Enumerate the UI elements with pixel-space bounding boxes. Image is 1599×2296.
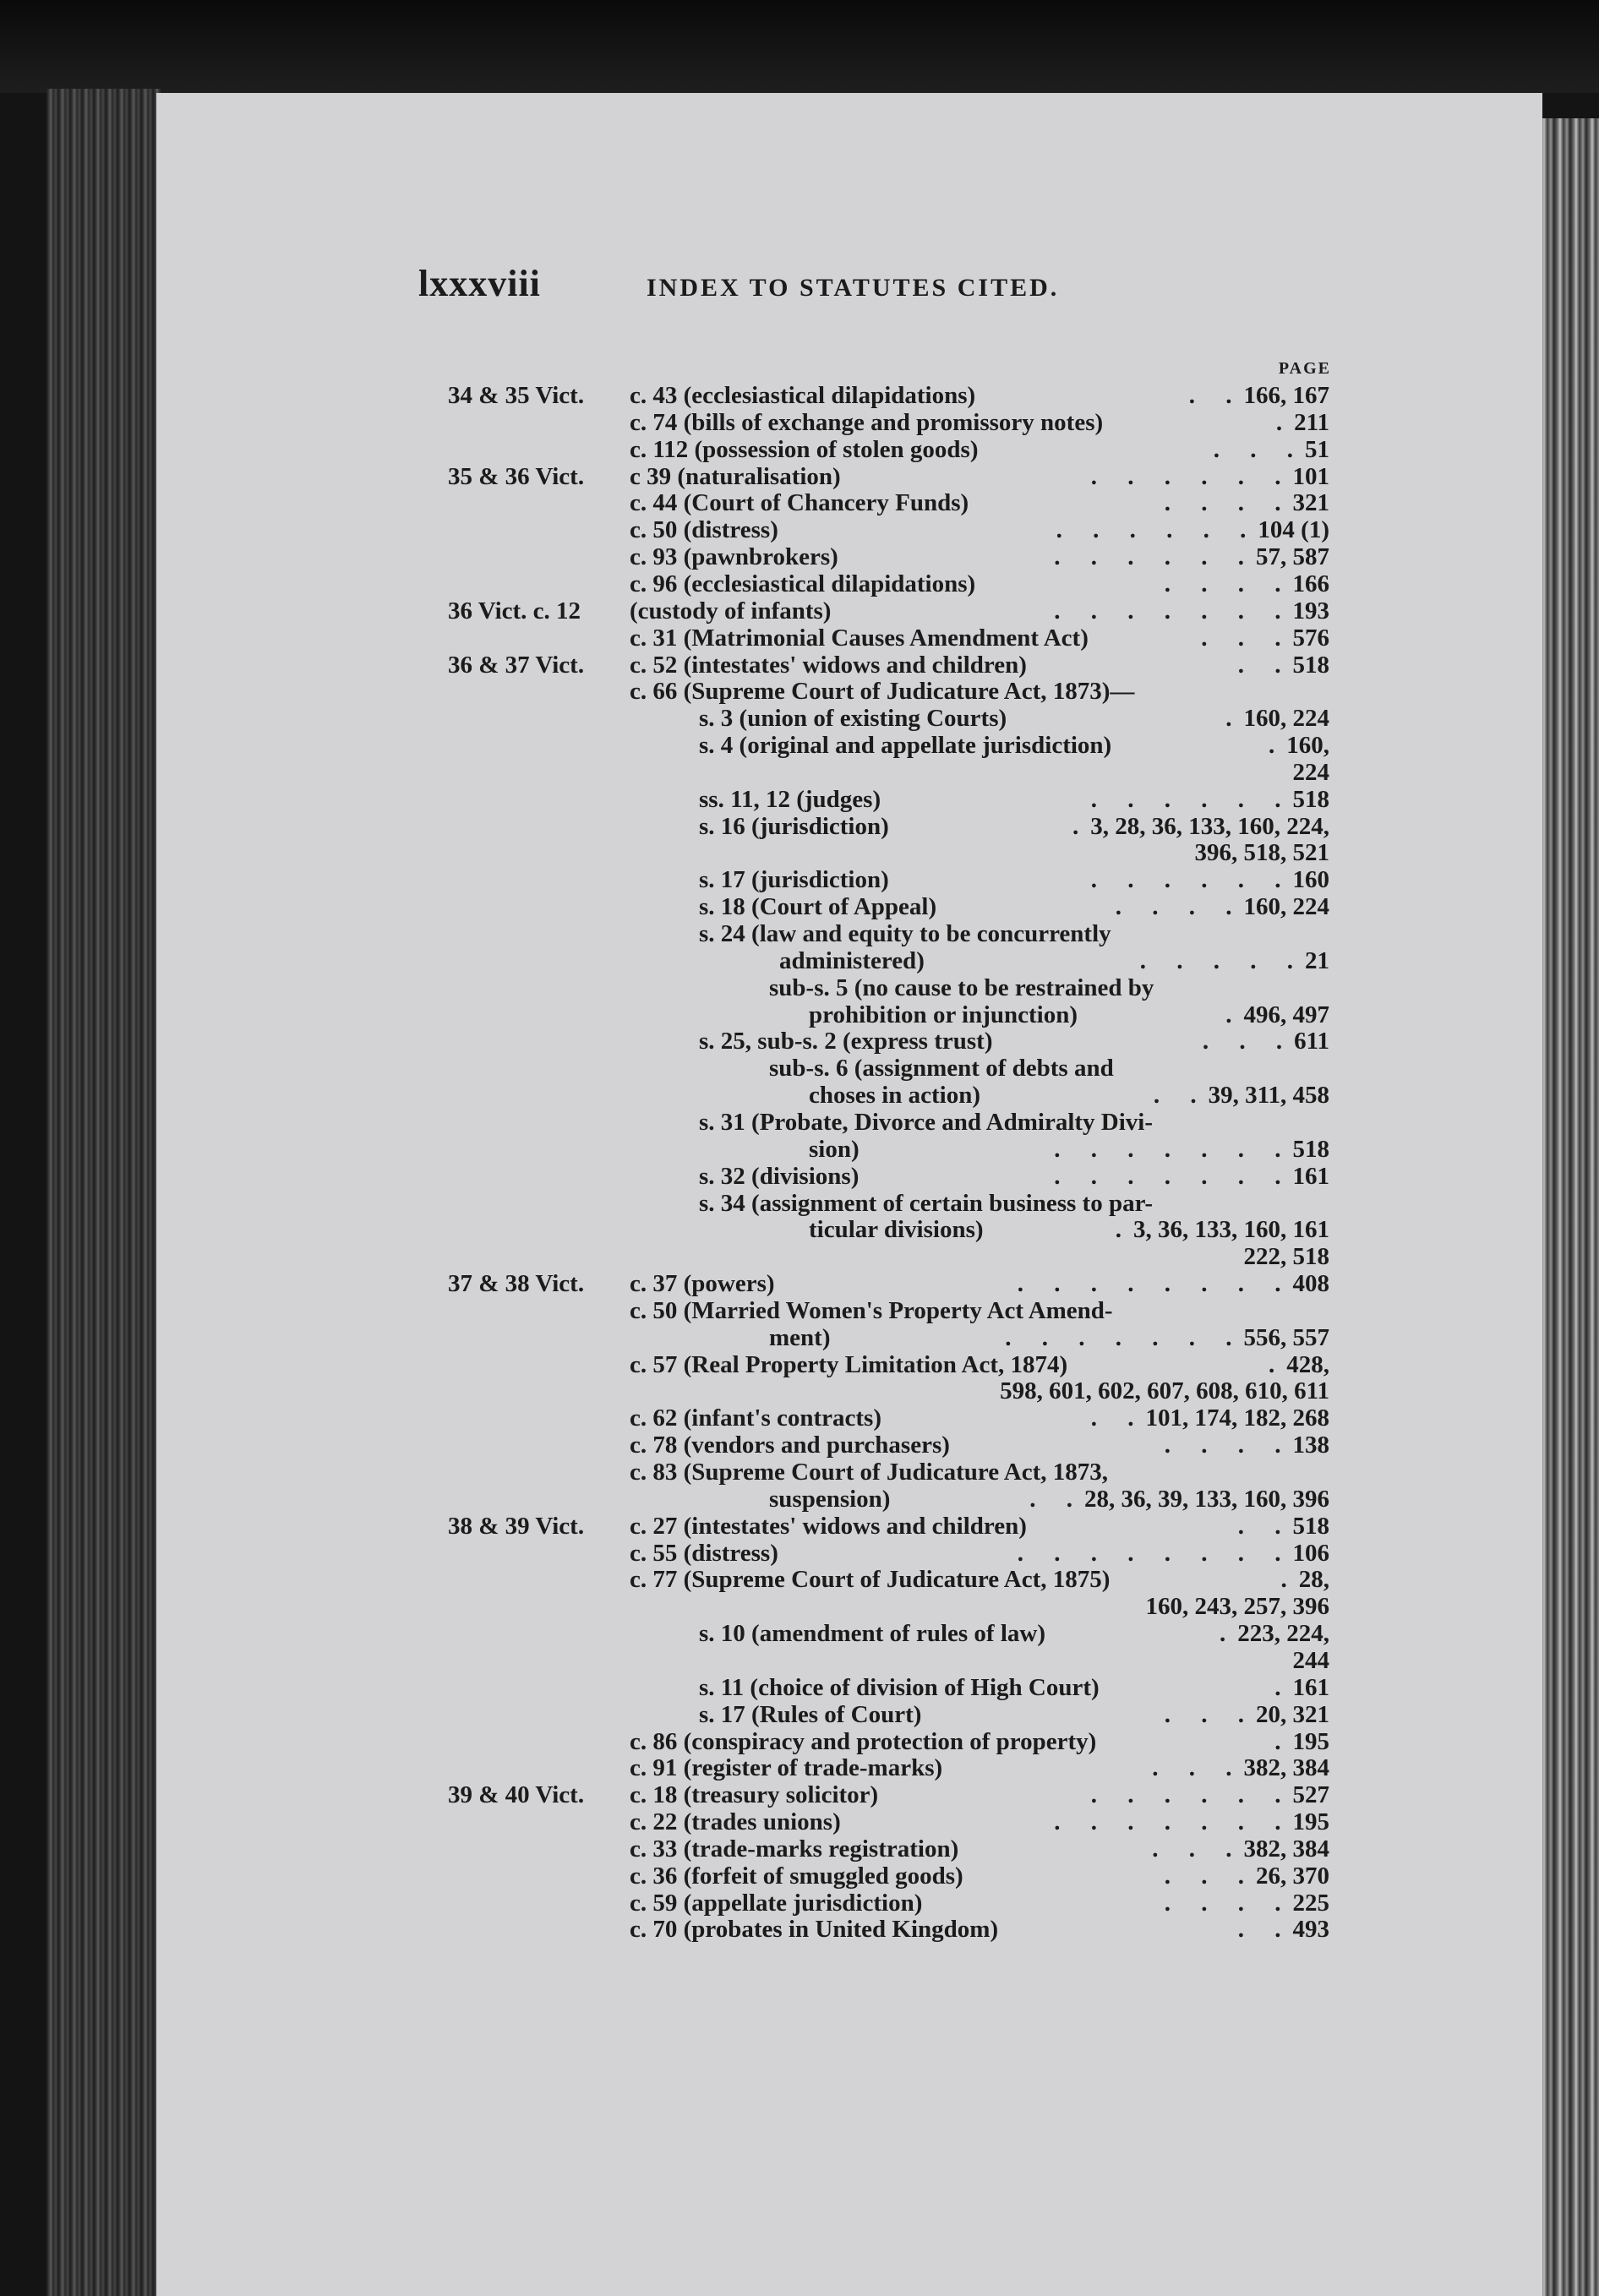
page-reference: 160, 224 <box>1243 893 1329 921</box>
index-entry <box>0 1297 1329 1324</box>
index-entry <box>0 732 1329 759</box>
index-entry <box>0 1566 1329 1593</box>
leader-dots: . . <box>1237 1916 1281 1944</box>
page-reference: 396, 518, 521 <box>1194 839 1329 867</box>
entry-text: c. 70 (probates in United Kingdom) <box>630 1916 999 1944</box>
index-entry <box>0 1674 1329 1701</box>
page-reference: 598, 601, 602, 607, 608, 610, 611 <box>1000 1377 1329 1405</box>
page-reference: 428, <box>1286 1350 1329 1378</box>
index-entry <box>0 1890 1329 1917</box>
index-entry <box>0 570 1329 597</box>
statute-regnal-year: 36 Vict. c. 12 <box>448 597 581 624</box>
page-reference: 101 <box>1292 462 1329 490</box>
page-reference: 244 <box>1292 1646 1329 1674</box>
index-entry <box>0 1001 1329 1028</box>
entry-text: s. 3 (union of existing Courts) <box>699 705 1007 733</box>
leader-dots: . . <box>1153 1082 1197 1110</box>
page-reference: 493 <box>1292 1916 1329 1944</box>
index-entry <box>0 463 1329 490</box>
index-entry <box>0 1620 1329 1647</box>
leader-dots: . <box>1225 705 1232 733</box>
leader-dots: . . . <box>1164 1862 1244 1890</box>
page-reference: 223, 224, <box>1237 1620 1329 1648</box>
leader-dots: . . <box>1237 651 1281 679</box>
index-entry <box>0 1216 1329 1243</box>
entry-text: administered) <box>779 946 925 974</box>
index-entry <box>0 1190 1329 1217</box>
leader-dots: . <box>1274 1727 1281 1755</box>
entry-text: c. 62 (infant's contracts) <box>630 1404 882 1432</box>
entry-text: s. 17 (Rules of Court) <box>699 1700 922 1728</box>
page-reference: 104 (1) <box>1258 516 1329 544</box>
entry-text: s. 4 (original and appellate jurisdiction) <box>699 732 1112 760</box>
page-reference: 195 <box>1292 1808 1329 1836</box>
leader-dots: . . . . <box>1164 570 1281 597</box>
entry-text: c. 112 (possession of stolen goods) <box>630 435 979 463</box>
index-entry <box>0 1136 1329 1163</box>
top-shadow <box>0 0 1599 93</box>
page-reference: 51 <box>1305 435 1329 463</box>
page-reference: 160, 243, 257, 396 <box>1145 1593 1329 1621</box>
page-reference: 3, 36, 133, 160, 161 <box>1133 1216 1329 1244</box>
entry-text: c. 22 (trades unions) <box>630 1808 841 1836</box>
page-reference: 518 <box>1292 651 1329 679</box>
entry-text: c. 91 (register of trade-marks) <box>630 1754 943 1782</box>
index-entry <box>0 1513 1329 1540</box>
leader-dots: . <box>1115 1216 1121 1244</box>
entry-text: sub-s. 6 (assignment of debts and <box>769 1055 1114 1083</box>
entry-text: c. 52 (intestates' widows and children) <box>630 651 1027 679</box>
index-entry <box>0 516 1329 543</box>
page-reference: 222, 518 <box>1243 1243 1329 1271</box>
page-reference: 101, 174, 182, 268 <box>1145 1404 1329 1432</box>
page-reference: 161 <box>1292 1162 1329 1190</box>
entry-text: c. 77 (Supreme Court of Judicature Act, 1875) <box>630 1566 1111 1594</box>
leader-dots: . . . . . <box>1139 946 1293 974</box>
page-reference: 576 <box>1292 624 1329 652</box>
index-entry <box>0 1916 1329 1943</box>
entry-text: c. 36 (forfeit of smuggled goods) <box>630 1862 963 1890</box>
index-entry <box>0 786 1329 813</box>
index-entry <box>0 382 1329 409</box>
entry-text: c. 18 (treasury solicitor) <box>630 1781 879 1809</box>
index-entry <box>0 1728 1329 1755</box>
page-reference: 21 <box>1305 946 1329 974</box>
entry-text: s. 25, sub-s. 2 (express trust) <box>699 1028 993 1055</box>
page-reference: 518 <box>1292 1512 1329 1540</box>
leader-dots: . . . . . . . <box>1005 1323 1232 1351</box>
entry-text: c 39 (naturalisation) <box>630 462 841 490</box>
index-entry <box>0 1835 1329 1862</box>
index-entry <box>0 436 1329 463</box>
leader-dots: . . . . . . <box>1054 543 1244 571</box>
page-reference: 106 <box>1292 1539 1329 1567</box>
index-entry <box>0 1028 1329 1055</box>
leader-dots: . . <box>1090 1404 1134 1432</box>
page-column-heading: PAGE <box>1278 359 1331 378</box>
page-reference: 195 <box>1292 1727 1329 1755</box>
leader-dots: . . . <box>1164 1700 1244 1728</box>
entry-text: suspension) <box>769 1485 891 1513</box>
index-entry <box>0 543 1329 570</box>
entry-text: c. 93 (pawnbrokers) <box>630 543 838 571</box>
page-reference: 225 <box>1292 1889 1329 1917</box>
statute-regnal-year: 38 & 39 Vict. <box>448 1512 585 1540</box>
index-entry <box>0 813 1329 840</box>
index-entry <box>0 1109 1329 1136</box>
leader-dots: . . . . . . <box>1056 516 1247 544</box>
leader-dots: . . . . . . <box>1090 866 1281 894</box>
entry-text: c. 86 (conspiracy and protection of property) <box>630 1727 1097 1755</box>
entry-text: s. 17 (jurisdiction) <box>699 866 889 894</box>
index-entry <box>0 1540 1329 1567</box>
index-entry <box>0 705 1329 732</box>
page-reference: 224 <box>1292 758 1329 786</box>
entry-text: c. 66 (Supreme Court of Judicature Act, 1873)— <box>630 678 1135 706</box>
statute-regnal-year: 39 & 40 Vict. <box>448 1781 585 1809</box>
leader-dots: . <box>1220 1620 1226 1648</box>
entry-text: c. 50 (Married Women's Property Act Amend- <box>630 1296 1113 1324</box>
index-entry <box>0 1486 1329 1513</box>
leader-dots: . . . . . . . <box>1054 597 1281 624</box>
leader-dots: . . <box>1237 1512 1281 1540</box>
index-entry <box>0 974 1329 1001</box>
index-entry <box>0 1593 1329 1620</box>
page-reference: 39, 311, 458 <box>1208 1082 1329 1110</box>
index-entry <box>0 1404 1329 1432</box>
leader-dots: . <box>1072 812 1079 840</box>
index-entry <box>0 839 1329 866</box>
entry-text: prohibition or injunction) <box>809 1001 1078 1028</box>
entry-text: choses in action) <box>809 1082 980 1110</box>
entry-text: s. 10 (amendment of rules of law) <box>699 1620 1045 1648</box>
index-entry <box>0 489 1329 516</box>
index-entry <box>0 1270 1329 1297</box>
running-title: INDEX TO STATUTES CITED. <box>647 274 1060 302</box>
leader-dots: . . . . <box>1164 1889 1281 1917</box>
page-reference: 166 <box>1292 570 1329 597</box>
page-reference: 166, 167 <box>1243 382 1329 409</box>
page-reference: 160 <box>1292 866 1329 894</box>
statute-regnal-year: 36 & 37 Vict. <box>448 651 585 679</box>
index-entry <box>0 678 1329 705</box>
page-reference: 611 <box>1294 1028 1329 1055</box>
page-reference: 556, 557 <box>1243 1323 1329 1351</box>
leader-dots: . <box>1269 732 1275 760</box>
index-entry <box>0 1324 1329 1351</box>
leader-dots: . . <box>1188 382 1232 409</box>
entry-text: s. 34 (assignment of certain business to par- <box>699 1189 1154 1217</box>
entry-text: s. 31 (Probate, Divorce and Admiralty Divi- <box>699 1108 1153 1136</box>
index-entry <box>0 1647 1329 1674</box>
page-reference: 26, 370 <box>1256 1862 1329 1890</box>
right-page-edges <box>1538 118 1599 2296</box>
leader-dots: . <box>1280 1566 1287 1594</box>
entry-text: s. 11 (choice of division of High Court) <box>699 1673 1100 1701</box>
index-entry <box>0 1701 1329 1728</box>
leader-dots: . . . . <box>1115 893 1232 921</box>
entry-text: c. 83 (Supreme Court of Judicature Act, 1873, <box>630 1459 1108 1486</box>
leader-dots: . . . . . . . <box>1054 1135 1281 1163</box>
index-entry <box>0 1808 1329 1835</box>
running-head <box>418 262 1060 305</box>
index-entry <box>0 1432 1329 1459</box>
index-entry <box>0 1055 1329 1082</box>
index-entry <box>0 759 1329 786</box>
entry-text: c. 78 (vendors and purchasers) <box>630 1432 950 1459</box>
leader-dots: . . . . <box>1164 1432 1281 1459</box>
index-entry <box>0 1351 1329 1378</box>
page-number: lxxxviii <box>418 263 541 304</box>
page-reference: 161 <box>1292 1673 1329 1701</box>
page-reference: 321 <box>1292 489 1329 517</box>
leader-dots: . . . <box>1201 624 1281 652</box>
entry-text: c. 44 (Court of Chancery Funds) <box>630 489 969 517</box>
leader-dots: . <box>1275 408 1283 436</box>
index-entry <box>0 624 1329 652</box>
entry-text: c. 50 (distress) <box>630 516 778 544</box>
index-entry <box>0 1163 1329 1190</box>
leader-dots: . . . . . . <box>1090 1781 1281 1809</box>
entry-text: c. 57 (Real Property Limitation Act, 1874) <box>630 1350 1068 1378</box>
page-reference: 160, <box>1286 732 1329 760</box>
entry-text: c. 59 (appellate jurisdiction) <box>630 1889 923 1917</box>
leader-dots: . . . <box>1152 1754 1232 1782</box>
index-entry <box>0 1377 1329 1404</box>
entry-text: ment) <box>769 1323 831 1351</box>
entry-text: (custody of infants) <box>630 597 832 624</box>
entry-text: c. 55 (distress) <box>630 1539 778 1567</box>
page-reference: 518 <box>1292 1135 1329 1163</box>
statute-regnal-year: 37 & 38 Vict. <box>448 1270 585 1298</box>
entry-text: s. 32 (divisions) <box>699 1162 860 1190</box>
leader-dots: . . . <box>1202 1028 1283 1055</box>
entry-text: ss. 11, 12 (judges) <box>699 785 881 813</box>
page-reference: 3, 28, 36, 133, 160, 224, <box>1090 812 1329 840</box>
entry-text: c. 43 (ecclesiastical dilapidations) <box>630 382 976 409</box>
entry-text: sion) <box>809 1135 860 1163</box>
entry-text: s. 18 (Court of Appeal) <box>699 893 937 921</box>
index-entry <box>0 1243 1329 1270</box>
leader-dots: . . . . . . <box>1090 462 1281 490</box>
index-entry <box>0 1082 1329 1109</box>
leader-dots: . . . . . . . . <box>1017 1539 1281 1567</box>
page-reference: 28, 36, 39, 133, 160, 396 <box>1084 1485 1329 1513</box>
entry-text: s. 16 (jurisdiction) <box>699 812 889 840</box>
statute-regnal-year: 34 & 35 Vict. <box>448 382 585 409</box>
page-reference: 382, 384 <box>1243 1754 1329 1782</box>
page-reference: 527 <box>1292 1781 1329 1809</box>
entry-text: c. 96 (ecclesiastical dilapidations) <box>630 570 976 597</box>
page-reference: 57, 587 <box>1256 543 1329 571</box>
entry-text: c. 74 (bills of exchange and promissory notes) <box>630 408 1104 436</box>
entry-text: ticular divisions) <box>809 1216 984 1244</box>
leader-dots: . . . . . . . . <box>1017 1270 1281 1298</box>
leader-dots: . <box>1269 1350 1275 1378</box>
index-entry <box>0 1781 1329 1808</box>
page-reference: 20, 321 <box>1256 1700 1329 1728</box>
index-entry <box>0 1459 1329 1486</box>
leader-dots: . . . . . . . <box>1054 1808 1281 1836</box>
entry-text: c. 37 (powers) <box>630 1270 775 1298</box>
entry-text: c. 27 (intestates' widows and children) <box>630 1512 1027 1540</box>
leader-dots: . . . . . . . <box>1054 1162 1281 1190</box>
leader-dots: . . . <box>1152 1835 1232 1862</box>
page-reference: 518 <box>1292 785 1329 813</box>
entry-text: sub-s. 5 (no cause to be restrained by <box>769 973 1154 1001</box>
page-reference: 382, 384 <box>1243 1835 1329 1862</box>
index-entry <box>0 597 1329 624</box>
leader-dots: . . <box>1029 1485 1072 1513</box>
leader-dots: . <box>1225 1001 1232 1028</box>
entry-text: c. 33 (trade-marks registration) <box>630 1835 959 1862</box>
leader-dots: . . . <box>1213 435 1293 463</box>
page-reference: 496, 497 <box>1243 1001 1329 1028</box>
leader-dots: . . . . . . <box>1090 785 1281 813</box>
leader-dots: . <box>1274 1673 1281 1701</box>
entry-text: c. 31 (Matrimonial Causes Amendment Act) <box>630 624 1089 652</box>
index-entry <box>0 866 1329 893</box>
index-entry <box>0 409 1329 436</box>
index-entry <box>0 920 1329 947</box>
index-entry <box>0 652 1329 679</box>
index-entry <box>0 947 1329 974</box>
index-entry <box>0 893 1329 920</box>
page-reference: 211 <box>1294 408 1329 436</box>
leader-dots: . . . . <box>1164 489 1281 517</box>
page-reference: 408 <box>1292 1270 1329 1298</box>
index-entry <box>0 1754 1329 1781</box>
index-entry <box>0 1862 1329 1890</box>
page-reference: 28, <box>1298 1566 1329 1594</box>
page-reference: 193 <box>1292 597 1329 624</box>
page-reference: 160, 224 <box>1243 705 1329 733</box>
page-reference: 138 <box>1292 1432 1329 1459</box>
entry-text: s. 24 (law and equity to be concurrently <box>699 920 1111 947</box>
statute-regnal-year: 35 & 36 Vict. <box>448 462 585 490</box>
